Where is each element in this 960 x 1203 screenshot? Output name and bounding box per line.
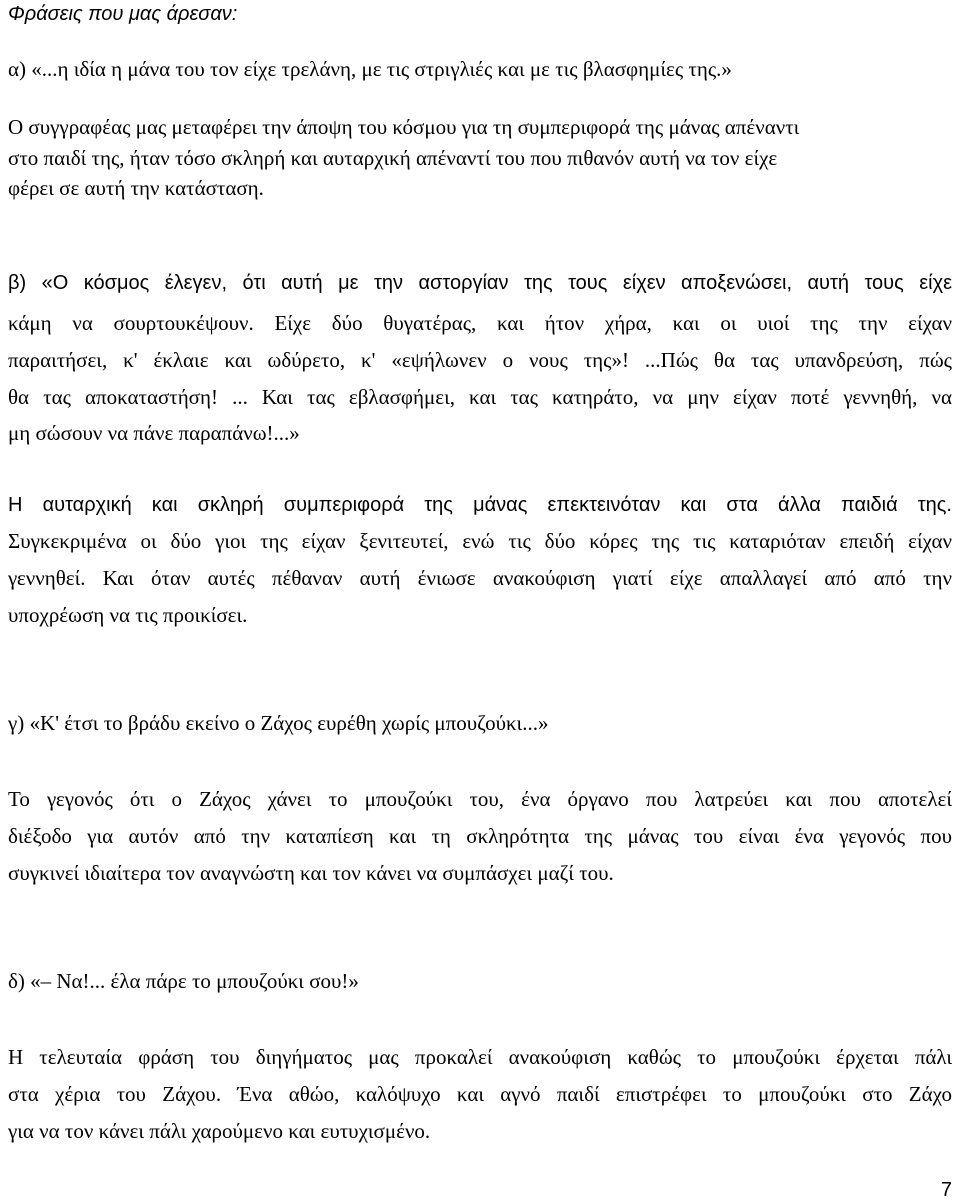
commentary-a-line-3: φέρει σε αυτή την κατάσταση. xyxy=(8,176,264,200)
commentary-d-line-3: για να τον κάνει πάλι χαρούμενο και ευτυχισμένο. xyxy=(8,1119,431,1143)
quote-a: α) «...η ιδία η μάνα του τον είχε τρελάνη, με τις στριγλιές και με τις βλασφημίες της.» xyxy=(8,57,732,81)
commentary-b-line-4: υποχρέωση να τις προικίσει. xyxy=(8,603,248,627)
page-number: 7 xyxy=(940,1179,952,1201)
quote-b-line-5: μη σώσουν να πάνε παραπάνω!...» xyxy=(8,421,300,445)
commentary-b-line-2: Συγκεκριμένα οι δύο γιοι της είχαν ξενιτευτεί, ενώ τις δύο κόρες της τις καταριόταν επειδή είχαν xyxy=(8,529,952,553)
commentary-c-line-2: διέξοδο για αυτόν από την καταπίεση και τη σκληρότητα της μάνας του είναι ένα γεγονός που xyxy=(8,824,952,848)
quote-c: γ) «Κ' έτσι το βράδυ εκείνο ο Ζάχος ευρέθη χωρίς μπουζούκι...» xyxy=(8,711,549,735)
commentary-b-line-3: γεννηθεί. Και όταν αυτές πέθαναν αυτή ένιωσε ανακούφιση γιατί είχε απαλλαγεί από από την xyxy=(8,566,952,590)
commentary-d-line-1: Η τελευταία φράση του διηγήματος μας προκαλεί ανακούφιση καθώς το μπουζούκι έρχεται πάλι xyxy=(8,1045,952,1069)
quote-b-line-4: θα τας αποκαταστήση! ... Και τας εβλασφήμει, και τας κατηράτο, να μην είχαν ποτέ γεννηθή, να xyxy=(8,385,952,409)
commentary-d-line-2: στα χέρια του Ζάχου. Ένα αθώο, καλόψυχο και αγνό παιδί επιστρέφει το μπουζούκι στο Ζάχο xyxy=(8,1082,952,1106)
commentary-c-line-3: συγκινεί ιδιαίτερα τον αναγνώστη και τον κάνει να συμπάσχει μαζί του. xyxy=(8,861,614,885)
quote-b-line-2: κάμη να σουρτουκέψουν. Είχε δύο θυγατέρας, και ήτον χήρα, και οι υιοί της την είχαν xyxy=(8,311,952,335)
quote-d: δ) «– Να!... έλα πάρε το μπουζούκι σου!» xyxy=(8,969,359,993)
quote-b-line-1: β) «Ο κόσμος έλεγεν, ότι αυτή με την αστοργίαν της τους είχεν αποξενώσει, αυτή τους είχε xyxy=(8,272,952,294)
page-heading: Φράσεις που μας άρεσαν: xyxy=(8,3,238,25)
commentary-b-line-1: Η αυταρχική και σκληρή συμπεριφορά της μάνας επεκτεινόταν και στα άλλα παιδιά της. xyxy=(8,494,952,516)
commentary-a-line-1: Ο συγγραφέας μας μεταφέρει την άποψη του κόσμου για τη συμπεριφορά της μάνας απέναντι xyxy=(8,115,800,139)
quote-b-line-3: παραιτήσει, κ' έκλαιε και ωδύρετο, κ' «εψήλωνεν ο νους της»! ...Πώς θα τας υπανδρεύση, πώς xyxy=(8,348,952,372)
commentary-a-line-2: στο παιδί της, ήταν τόσο σκληρή και αυταρχική απέναντί του που πιθανόν αυτή να τον είχε xyxy=(8,146,778,170)
commentary-c-line-1: Το γεγονός ότι ο Ζάχος χάνει το μπουζούκι του, ένα όργανο που λατρεύει και που αποτελεί xyxy=(8,787,952,811)
